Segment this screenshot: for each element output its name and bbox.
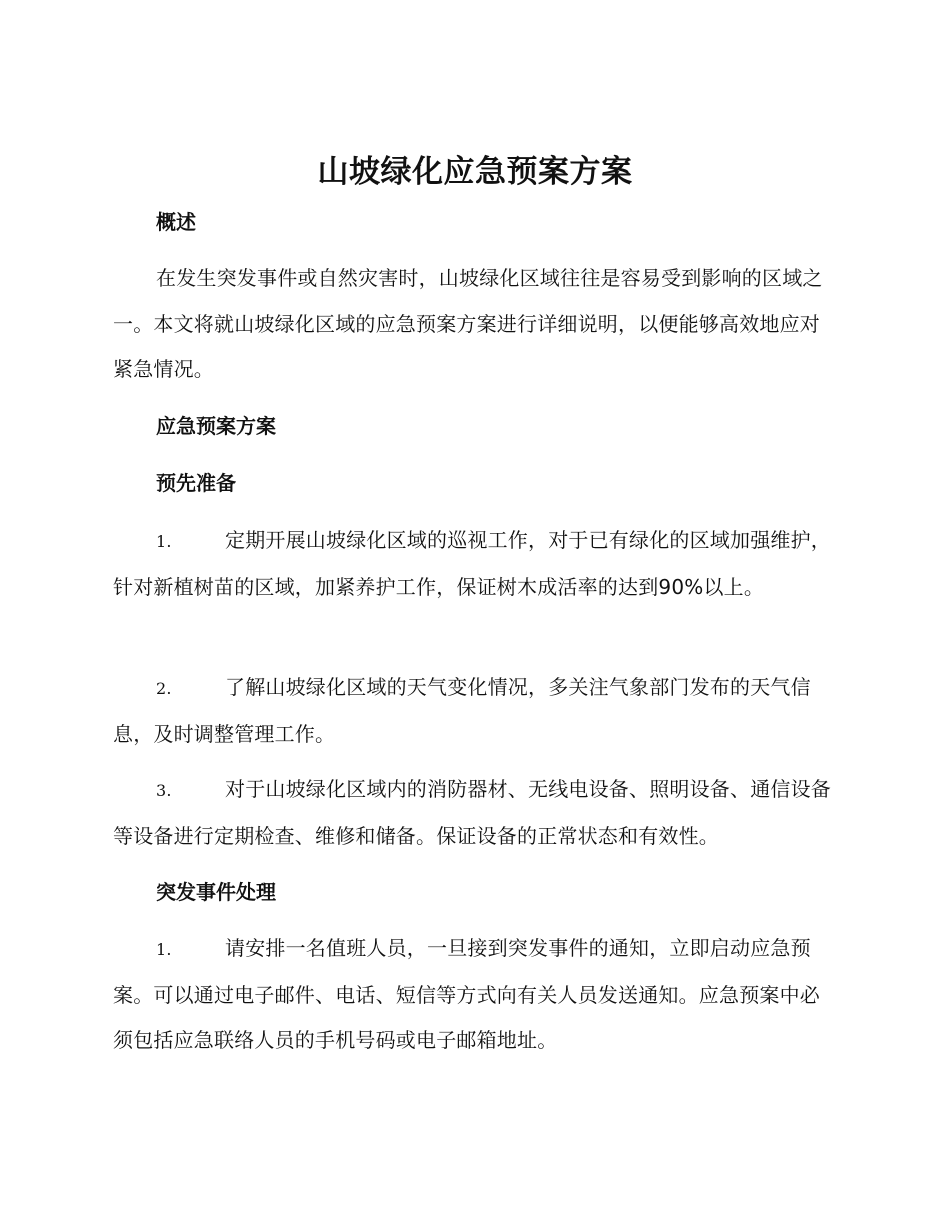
emergency-list-item bbox=[113, 926, 835, 1064]
list-number: 3. bbox=[156, 781, 172, 800]
plan-heading: 应急预案方案 bbox=[156, 414, 276, 438]
list-item-text: 定期开展山坡绿化区域的巡视工作，对于已有绿化的区域加强维护，针对新植树苗的区域，加紧养护工作，保证树木成活率的达到90%以上。 bbox=[113, 528, 831, 599]
prep-list-item bbox=[113, 665, 835, 757]
list-item-text: 对于山坡绿化区域内的消防器材、无线电设备、照明设备、通信设备等设备进行定期检查、维修和储备。保证设备的正常状态和有效性。 bbox=[113, 777, 831, 848]
list-number: 1. bbox=[156, 940, 172, 959]
emergency-heading: 突发事件处理 bbox=[156, 880, 276, 904]
overview-paragraph: 在发生突发事件或自然灾害时，山坡绿化区域往往是容易受到影响的区域之一。本文将就山坡绿化区域的应急预案方案进行详细说明，以便能够高效地应对紧急情况。 bbox=[113, 266, 823, 381]
overview-heading: 概述 bbox=[156, 210, 196, 234]
list-item-text: 请安排一名值班人员，一旦接到突发事件的通知，立即启动应急预案。可以通过电子邮件、电话、短信等方式向有关人员发送通知。应急预案中必须包括应急联络人员的手机号码或电子邮箱地址。 bbox=[113, 936, 820, 1052]
list-number: 2. bbox=[156, 679, 172, 698]
prep-list-item bbox=[113, 767, 835, 859]
list-number: 1. bbox=[156, 532, 172, 551]
prep-list-item bbox=[113, 518, 835, 610]
list-item-text: 了解山坡绿化区域的天气变化情况，多关注气象部门发布的天气信息，及时调整管理工作。 bbox=[113, 675, 811, 746]
document-title: 山坡绿化应急预案方案 bbox=[317, 154, 633, 190]
prep-heading: 预先准备 bbox=[156, 471, 236, 495]
